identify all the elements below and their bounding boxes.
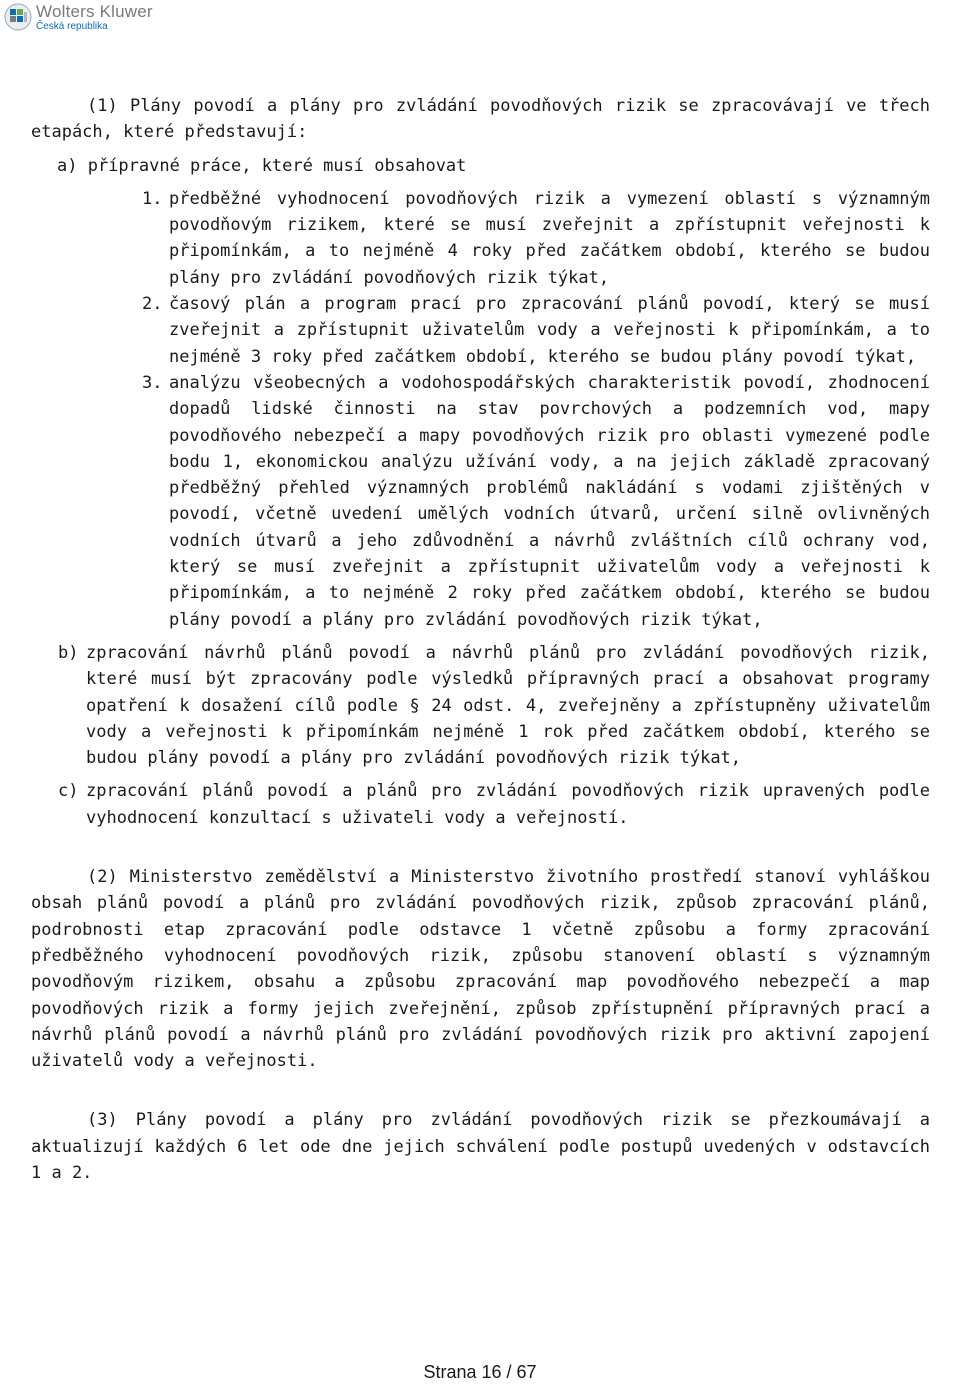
item-letter: c) bbox=[58, 781, 79, 802]
sub-item-3 bbox=[31, 370, 930, 633]
wolters-kluwer-logo-icon bbox=[4, 3, 32, 31]
paragraph-1-intro: (1) Plány povodí a plány pro zvládání povodňových rizik se zpracovávají ve třech etapách, které představují: bbox=[31, 96, 930, 143]
item-b bbox=[31, 640, 930, 771]
sub-item-text: analýzu všeobecných a vodohospodářských charakteristik povodí, zhodnocení dopadů lidské činnosti na stav povrchových a podzemních vod, mapy povodňového nebezpečí a mapy povodňových rizik pro oblasti vymezené podle bodu 1, ekonomickou analýzu užívání vody, a na jejich základě zpracovaný předběžný přehled významných problémů nakládání s vodami zjištěných v povodí, včetně uvedení umělých vodních útvarů, určení silně ovlivněných vodních útvarů a jeho zdůvodnění a návrhů zvláštních cílů ochrany vod, který se musí zveřejnit a zpřístupnit uživatelům vody a veřejnosti k připomínkám, a to nejméně 2 roky před začátkem období, kterého se budou plány povodí a plány pro zvládání povodňových rizik týkat, bbox=[169, 372, 930, 630]
sub-item-number: 3. bbox=[142, 372, 163, 393]
item-letter: b) bbox=[58, 642, 79, 663]
page-number: Strana 16 / 67 bbox=[423, 1362, 537, 1382]
item-a-label: a) přípravné práce, které musí obsahovat bbox=[57, 155, 467, 176]
sub-item-text: časový plán a program prací pro zpracování plánů povodí, který se musí zveřejnit a zpřístupnit uživatelům vody a veřejnosti k připomínkám, a to nejméně 3 roky před začátkem období, kterého se budou plány povodí týkat, bbox=[169, 294, 930, 367]
brand bbox=[36, 3, 153, 32]
brand-name: Wolters Kluwer bbox=[36, 2, 153, 21]
sub-item-2 bbox=[31, 291, 930, 370]
paragraph-3: (3) Plány povodí a plány pro zvládání povodňových rizik se přezkoumávají a aktualizují každých 6 let ode dne jejich schválení podle postupů uvedených v odstavcích 1 a 2. bbox=[31, 1110, 930, 1183]
sub-item-number: 1. bbox=[142, 188, 163, 209]
paragraph-2: (2) Ministerstvo zemědělství a Ministerstvo životního prostředí stanoví vyhláškou obsah plánů povodí a plánů pro zvládání povodňových rizik, způsob zpracování plánů, podrobnosti etap zpracování podle odstavce 1 včetně způsobu a formy zpracování předběžného vyhodnocení povodňových rizik, způsobu stanovení oblastí s významným povodňovým rizikem, obsahu a způsobu zpracování map povodňového nebezpečí a map povodňových rizik a formy jejich zveřejnění, způsob zpřístupnění přípravných prací a návrhů plánů povodí a návrhů plánů pro zvládání povodňových rizik pro aktivní zapojení uživatelů vody a veřejnosti. bbox=[31, 867, 930, 1072]
item-text: zpracování návrhů plánů povodí a návrhů plánů pro zvládání povodňových rizik, které musí být zpracovány podle výsledků přípravných prací a obsahovat programy opatření k dosažení cílů podle § 24 odst. 4, zveřejněny a zpřístupněny uživatelům vody a veřejnosti k připomínkám nejméně 1 rok před začátkem období, kterého se budou plány povodí a plány pro zvládání povodňových rizik týkat, bbox=[86, 642, 930, 769]
sub-item-number: 2. bbox=[142, 294, 163, 315]
sub-item-1 bbox=[31, 186, 930, 291]
item-c bbox=[31, 778, 930, 831]
header bbox=[4, 3, 153, 37]
item-text: zpracování plánů povodí a plánů pro zvládání povodňových rizik upravených podle vyhodnocení konzultací s uživateli vody a veřejností. bbox=[86, 781, 930, 828]
brand-subtitle: Česká republika bbox=[36, 21, 108, 32]
document-body bbox=[31, 93, 930, 1186]
sub-item-text: předběžné vyhodnocení povodňových rizik a vymezení oblastí s významným povodňovým rizikem, které se musí zveřejnit a zpřístupnit veřejnosti k připomínkám, a to nejméně 4 roky před začátkem období, kterého se budou plány pro zvládání povodňových rizik týkat, bbox=[169, 188, 930, 288]
